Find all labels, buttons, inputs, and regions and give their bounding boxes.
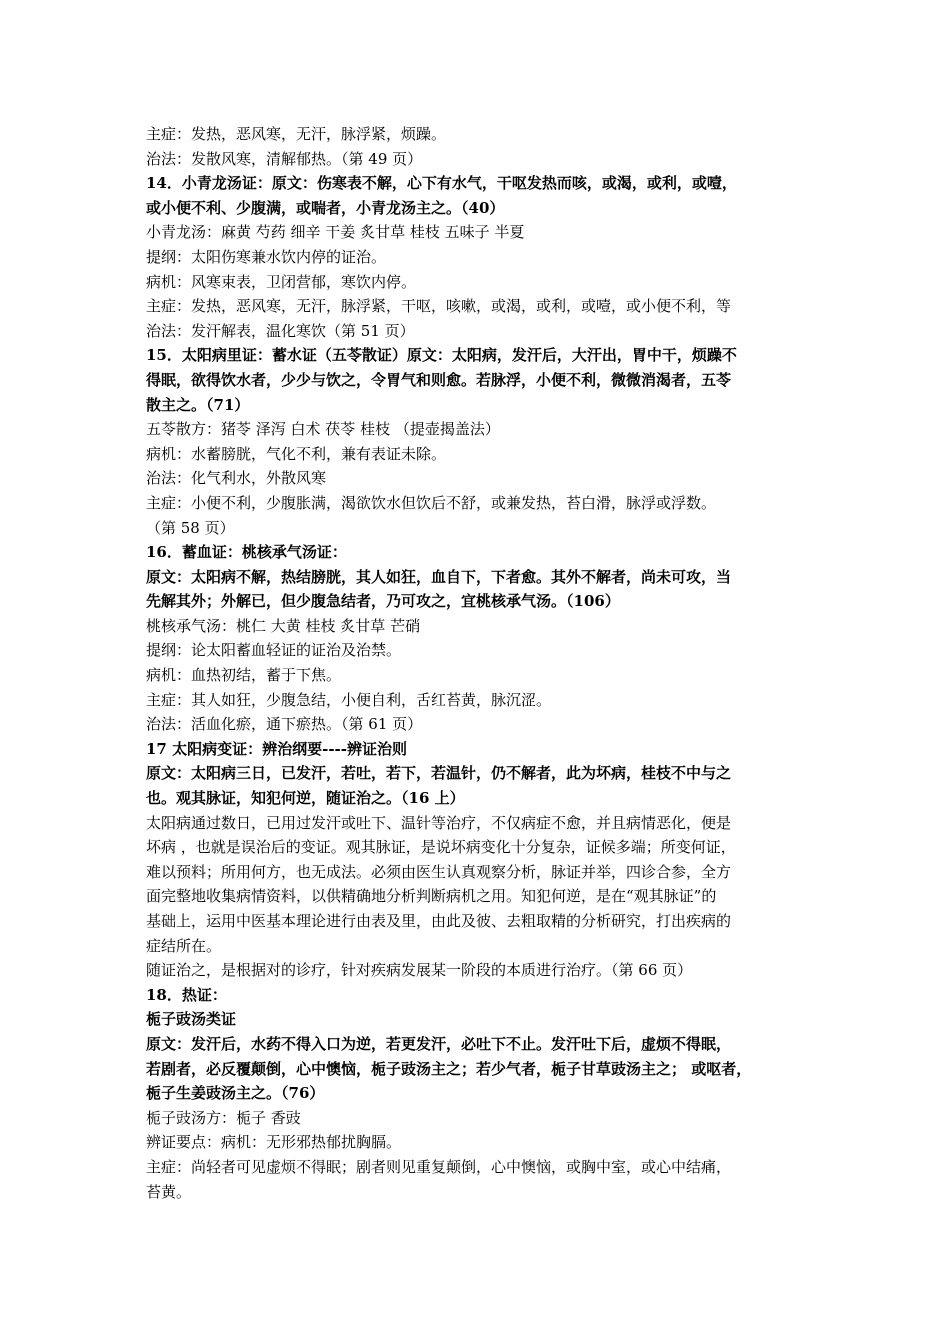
text-line: 主症：尚轻者可见虚烦不得眠；剧者则见重复颠倒，心中懊恼，或胸中室，或心中结痛，	[146, 1157, 732, 1176]
text-line: 基础上，运用中医基本理论进行由表及里，由此及彼、去粗取精的分析研究，打出疾病的	[146, 912, 732, 930]
text-line: 小青龙汤：麻黄 芍药 细辛 干姜 炙甘草 桂枝 五味子 半夏	[146, 223, 525, 242]
heading-line: 栀子生姜豉汤主之。（76）	[146, 1084, 325, 1103]
text-line: 苔黄。	[146, 1182, 192, 1201]
text-line: 提纲：太阳伤寒兼水饮内停的证治。	[146, 247, 387, 266]
text-line: 主症：发热，恶风寒，无汗，脉浮紧，烦躁。	[146, 125, 447, 143]
heading-line: 得眠，欲得饮水者，少少与饮之，令胃气和则愈。若脉浮，小便不利，微微消渴者，五苓	[146, 370, 732, 389]
heading-line: 栀子豉汤类证	[146, 1010, 237, 1029]
text-line: 治法：发汗解表，温化寒饮（第 51 页）	[146, 321, 415, 340]
text-line: （第 58 页）	[146, 518, 235, 537]
text-line: 病机：血热初结，蓄于下焦。	[146, 666, 342, 685]
text-line: 面完整地收集病情资料，以供精确地分析判断病机之用。知犯何逆，是在“观其脉证”的	[146, 887, 717, 906]
text-line: 五苓散方：猪苓 泽泻 白术 茯苓 桂枝 （提壶揭盖法）	[146, 420, 500, 439]
heading-line: 也。观其脉证，知犯何逆，随证治之。（16 上）	[146, 789, 465, 808]
heading-line: 若剧者，必反覆颠倒，心中懊恼，栀子豉汤主之；若少气者，栀子甘草豉汤主之； 或呕者，	[146, 1059, 752, 1078]
text-line: 栀子豉汤方：栀子 香豉	[146, 1108, 301, 1127]
heading-line: 或小便不利、少腹满，或喘者，小青龙汤主之。（40）	[146, 198, 505, 217]
text-line: 病机：水蓄膀胱，气化不利，兼有表证未除。	[146, 444, 447, 463]
heading-line: 原文：太阳病三日，已发汗，若吐，若下，若温针，仍不解者，此为坏病，桂枝不中与之	[146, 764, 732, 783]
heading-line: 14．小青龙汤证：原文：伤寒表不解，心下有水气，干呕发热而咳，或渴，或利，或噎，	[146, 174, 737, 193]
text-line: 主症：小便不利，少腹胀满，渴欲饮水但饮后不舒，或兼发热，苔白滑，脉浮或浮数。	[146, 493, 717, 512]
heading-line: 原文：太阳病不解，热结膀胱，其人如狂，血自下，下者愈。其外不解者，尚未可攻，当	[146, 567, 732, 586]
text-line: 随证治之，是根据对的诊疗，针对疾病发展某一阶段的本质进行治疗。（第 66 页）	[146, 961, 693, 980]
text-line: 症结所在。	[146, 936, 222, 955]
text-line: 主症：发热，恶风寒，无汗，脉浮紧，干呕，咳嗽，或渴，或利，或噎，或小便不利，等	[146, 297, 732, 316]
text-line: 主症：其人如狂，少腹急结，小便自利，舌红苔黄，脉沉涩。	[146, 690, 552, 709]
text-line: 太阳病通过数日，已用过发汗或吐下、温针等治疗，不仅病症不愈，并且病情恶化，便是	[146, 813, 732, 832]
heading-line: 18．热证：	[146, 985, 227, 1004]
heading-line: 先解其外；外解已，但少腹急结者，乃可攻之，宜桃核承气汤。（106）	[146, 592, 620, 611]
text-line: 病机：风寒束表，卫闭营郁，寒饮内停。	[146, 272, 417, 291]
text-line: 提纲：论太阳蓄血轻证的证治及治禁。	[146, 641, 402, 660]
heading-line: 15．太阳病里证：蓄水证（五苓散证）原文：太阳病，发汗后，大汗出，胃中干，烦躁不	[146, 346, 737, 365]
text-line: 治法：活血化瘀，通下瘀热。（第 61 页）	[146, 715, 423, 734]
text-line: 坏病 ，也就是误治后的变证。观其脉证，是说坏病变化十分复杂，证候多端；所变何证，	[146, 838, 736, 857]
text-line: 难以预料；所用何方，也无成法。必须由医生认真观察分析，脉证并举，四诊合参，全方	[146, 862, 732, 881]
document-body	[146, 122, 818, 1204]
heading-line: 原文：发汗后，水药不得入口为逆，若更发汗，必吐下不止。发汗吐下后，虚烦不得眠，	[146, 1034, 732, 1053]
text-line: 治法：发散风寒，清解郁热。（第 49 页）	[146, 149, 423, 168]
heading-line: 散主之。（71）	[146, 395, 250, 414]
text-line: 辨证要点：病机：无形邪热郁扰胸膈。	[146, 1133, 402, 1152]
heading-line: 16．蓄血证：桃核承气汤证：	[146, 543, 347, 562]
text-line: 治法：化气利水，外散风寒	[146, 469, 327, 488]
heading-line: 17 太阳病变证：辨治纲要----辨证治则	[146, 739, 408, 758]
text-line: 桃核承气汤：桃仁 大黄 桂枝 炙甘草 芒硝	[146, 616, 421, 635]
